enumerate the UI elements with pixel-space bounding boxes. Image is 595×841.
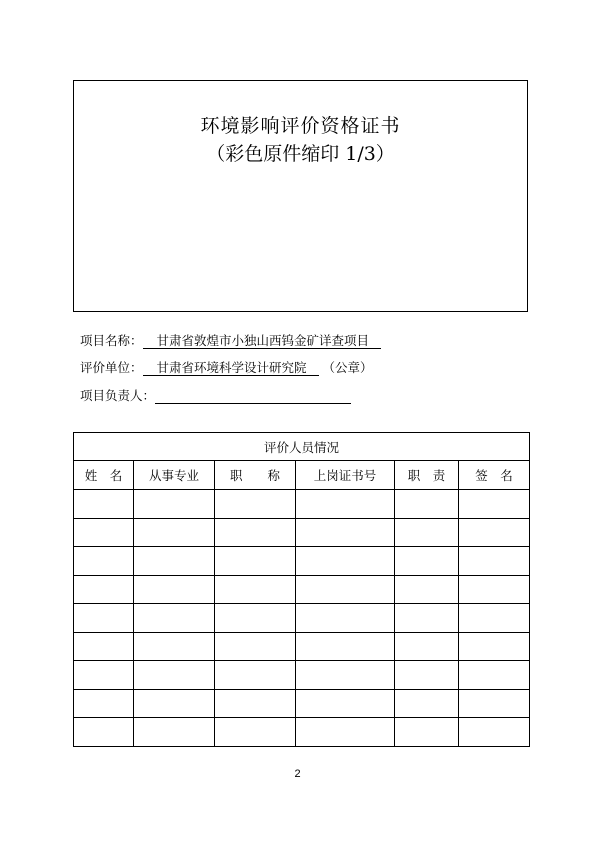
cell-specialty xyxy=(134,632,215,661)
cell-certificate-number xyxy=(296,661,395,690)
cell-name xyxy=(74,689,134,718)
cell-duty xyxy=(395,604,459,633)
cell-signature xyxy=(459,689,530,718)
cell-signature xyxy=(459,661,530,690)
cell-title xyxy=(215,490,296,519)
cell-signature xyxy=(459,604,530,633)
cell-certificate-number xyxy=(296,632,395,661)
header-duty: 职 责 xyxy=(395,461,459,490)
certificate-frame xyxy=(73,80,528,312)
cell-name xyxy=(74,575,134,604)
cell-signature xyxy=(459,632,530,661)
cell-specialty xyxy=(134,604,215,633)
project-leader-value xyxy=(155,388,351,404)
table-row xyxy=(74,661,530,690)
cell-signature xyxy=(459,718,530,747)
cell-name xyxy=(74,632,134,661)
certificate-title: 环境影响评价资格证书 xyxy=(200,115,401,137)
table-row xyxy=(74,575,530,604)
table-row xyxy=(74,604,530,633)
header-signature: 签 名 xyxy=(459,461,530,490)
cell-specialty xyxy=(134,547,215,576)
cell-certificate-number xyxy=(296,547,395,576)
cell-certificate-number xyxy=(296,689,395,718)
cell-name xyxy=(74,490,134,519)
cell-certificate-number xyxy=(296,518,395,547)
cell-name xyxy=(74,718,134,747)
cell-duty xyxy=(395,718,459,747)
evaluation-unit-value: 甘肃省环境科学设计研究院 xyxy=(143,360,319,376)
cell-duty xyxy=(395,632,459,661)
cell-name xyxy=(74,518,134,547)
evaluation-unit-row xyxy=(80,358,373,376)
cell-specialty xyxy=(134,518,215,547)
evaluation-unit-label: 评价单位： xyxy=(80,360,143,375)
cell-certificate-number xyxy=(296,604,395,633)
project-name-row xyxy=(80,331,381,349)
cell-certificate-number xyxy=(296,718,395,747)
page-number: 2 xyxy=(294,768,301,780)
cell-name xyxy=(74,604,134,633)
cell-title xyxy=(215,604,296,633)
table-row xyxy=(74,718,530,747)
cell-duty xyxy=(395,575,459,604)
header-name: 姓 名 xyxy=(74,461,134,490)
header-title: 职 称 xyxy=(215,461,296,490)
staff-table-caption: 评价人员情况 xyxy=(74,433,530,461)
cell-signature xyxy=(459,575,530,604)
project-leader-label: 项目负责人： xyxy=(80,388,156,403)
cell-signature xyxy=(459,518,530,547)
cell-duty xyxy=(395,490,459,519)
cell-title xyxy=(215,575,296,604)
cell-title xyxy=(215,518,296,547)
cell-name xyxy=(74,661,134,690)
cell-name xyxy=(74,547,134,576)
cell-certificate-number xyxy=(296,490,395,519)
certificate-subtitle: （彩色原件缩印 1/3） xyxy=(206,143,395,165)
table-row xyxy=(74,632,530,661)
cell-specialty xyxy=(134,490,215,519)
cell-title xyxy=(215,689,296,718)
cell-duty xyxy=(395,518,459,547)
project-name-value: 甘肃省敦煌市小独山西钨金矿详查项目 xyxy=(143,333,382,349)
cell-signature xyxy=(459,490,530,519)
table-row xyxy=(74,547,530,576)
cell-certificate-number xyxy=(296,575,395,604)
header-certificate-number: 上岗证书号 xyxy=(296,461,395,490)
official-seal-note: （公章） xyxy=(322,360,373,375)
table-row xyxy=(74,490,530,519)
project-name-label: 项目名称： xyxy=(80,333,143,348)
cell-specialty xyxy=(134,661,215,690)
cell-title xyxy=(215,547,296,576)
table-row xyxy=(74,689,530,718)
cell-duty xyxy=(395,689,459,718)
cell-title xyxy=(215,661,296,690)
cell-signature xyxy=(459,547,530,576)
header-specialty: 从事专业 xyxy=(134,461,215,490)
table-row xyxy=(74,518,530,547)
staff-table-header-row xyxy=(74,461,530,490)
cell-specialty xyxy=(134,689,215,718)
cell-duty xyxy=(395,661,459,690)
cell-title xyxy=(215,718,296,747)
project-leader-row xyxy=(80,386,351,404)
cell-specialty xyxy=(134,718,215,747)
cell-specialty xyxy=(134,575,215,604)
staff-table-body xyxy=(74,490,530,747)
cell-duty xyxy=(395,547,459,576)
evaluation-staff-table xyxy=(73,432,530,747)
cell-title xyxy=(215,632,296,661)
